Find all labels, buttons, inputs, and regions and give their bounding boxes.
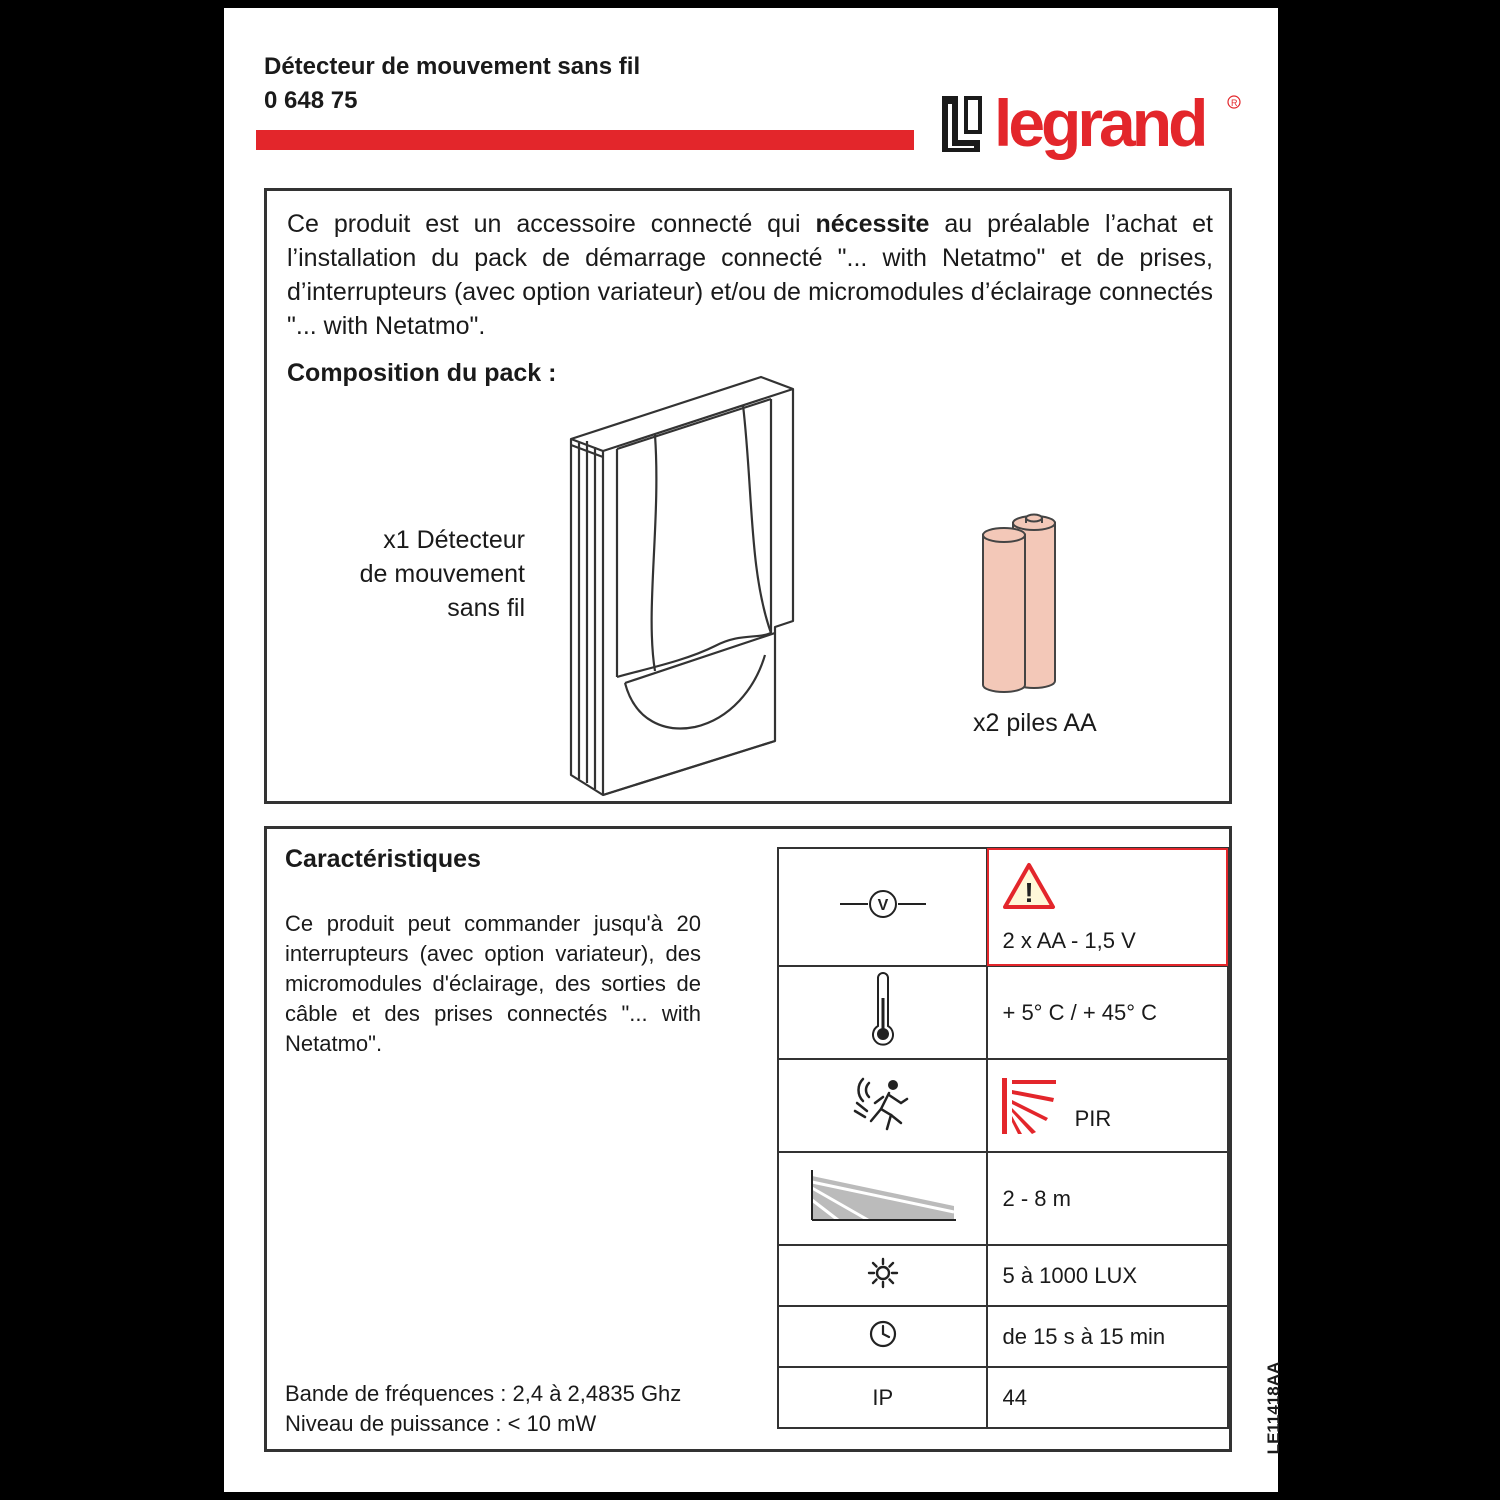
document-reference-area xyxy=(1224,1348,1324,1468)
intro-paragraph: Ce produit est un accessoire connecté qui nécessite au préalable l’achat et l’installation du pack de démarrage connecté "... with Netatmo" et de prises, d’interrupteurs (avec option variateur) et/ou de micromodules d’éclairage connectés "... with Netatmo". xyxy=(287,210,1214,340)
voltage-value-cell xyxy=(987,848,1228,966)
spec-row-temperature xyxy=(778,966,1228,1059)
spec-row-lux xyxy=(778,1245,1228,1306)
detection-range-icon xyxy=(808,1168,958,1224)
temperature-value: + 5° C / + 45° C xyxy=(987,966,1228,1059)
spec-table xyxy=(777,847,1229,1429)
instruction-sheet xyxy=(224,8,1283,1492)
thermometer-icon xyxy=(868,972,898,1048)
characteristics-description: Ce produit peut commander jusqu'à 20 interrupteurs (avec option variateur), des micromodules d'éclairage, des sorties de câble et des prises connectés "... with Netatmo". xyxy=(285,911,701,1056)
document-reference: LE11418AA xyxy=(1264,1361,1283,1455)
svg-text:R: R xyxy=(1231,98,1238,108)
light-level-icon xyxy=(868,1258,898,1288)
header-red-bar xyxy=(256,130,914,150)
voltage-value: 2 x AA - 1,5 V xyxy=(1002,928,1136,953)
spec-row-voltage xyxy=(778,848,1228,966)
legrand-logo xyxy=(934,86,1244,170)
svg-text:!: ! xyxy=(1024,877,1035,908)
spec-row-detection xyxy=(778,1059,1228,1152)
radio-specs xyxy=(285,1379,681,1439)
range-value: 2 - 8 m xyxy=(987,1152,1228,1245)
characteristics-title: Caractéristiques xyxy=(285,845,481,873)
spec-row-range xyxy=(778,1152,1228,1245)
spec-row-ip xyxy=(778,1367,1228,1428)
spec-row-timer xyxy=(778,1306,1228,1367)
pir-value: PIR xyxy=(1074,1105,1112,1131)
characteristics-section xyxy=(264,826,1232,1452)
motion-detection-icon xyxy=(853,1073,913,1133)
pack-section xyxy=(264,188,1232,804)
pir-sensor-icon xyxy=(1002,1078,1058,1134)
power-level: Niveau de puissance : < 10 mW xyxy=(285,1411,597,1436)
emphasis-word: nécessite xyxy=(815,210,930,238)
ip-label: IP xyxy=(778,1367,987,1428)
batteries-label: x2 piles AA xyxy=(973,709,1097,737)
spec-icon-cell xyxy=(778,966,987,1059)
spec-icon-cell xyxy=(778,1306,987,1367)
detector-label: x1 Détecteur de mouvement sans fil xyxy=(359,526,525,622)
timer-icon xyxy=(869,1320,897,1348)
detection-value-cell xyxy=(987,1059,1228,1152)
voltage-icon xyxy=(838,889,928,919)
document-header xyxy=(264,50,640,118)
motion-detector-illustration xyxy=(565,371,801,801)
svg-text:V: V xyxy=(877,897,889,914)
ip-value: 44 xyxy=(987,1367,1228,1428)
lux-value: 5 à 1000 LUX xyxy=(987,1245,1228,1306)
timer-value: de 15 s à 15 min xyxy=(987,1306,1228,1367)
spec-icon-cell xyxy=(778,1059,987,1152)
product-reference: 0 648 75 xyxy=(264,87,358,114)
spec-icon-cell xyxy=(778,1245,987,1306)
aa-batteries-illustration xyxy=(979,509,1061,695)
svg-text:legrand: legrand xyxy=(994,86,1205,160)
frequency-band: Bande de fréquences : 2,4 à 2,4835 Ghz xyxy=(285,1381,682,1406)
pack-composition-title: Composition du pack : xyxy=(287,359,557,387)
spec-icon-cell xyxy=(778,848,987,966)
warning-icon xyxy=(1002,862,1056,910)
product-title: Détecteur de mouvement sans fil xyxy=(264,53,641,80)
spec-icon-cell xyxy=(778,1152,987,1245)
